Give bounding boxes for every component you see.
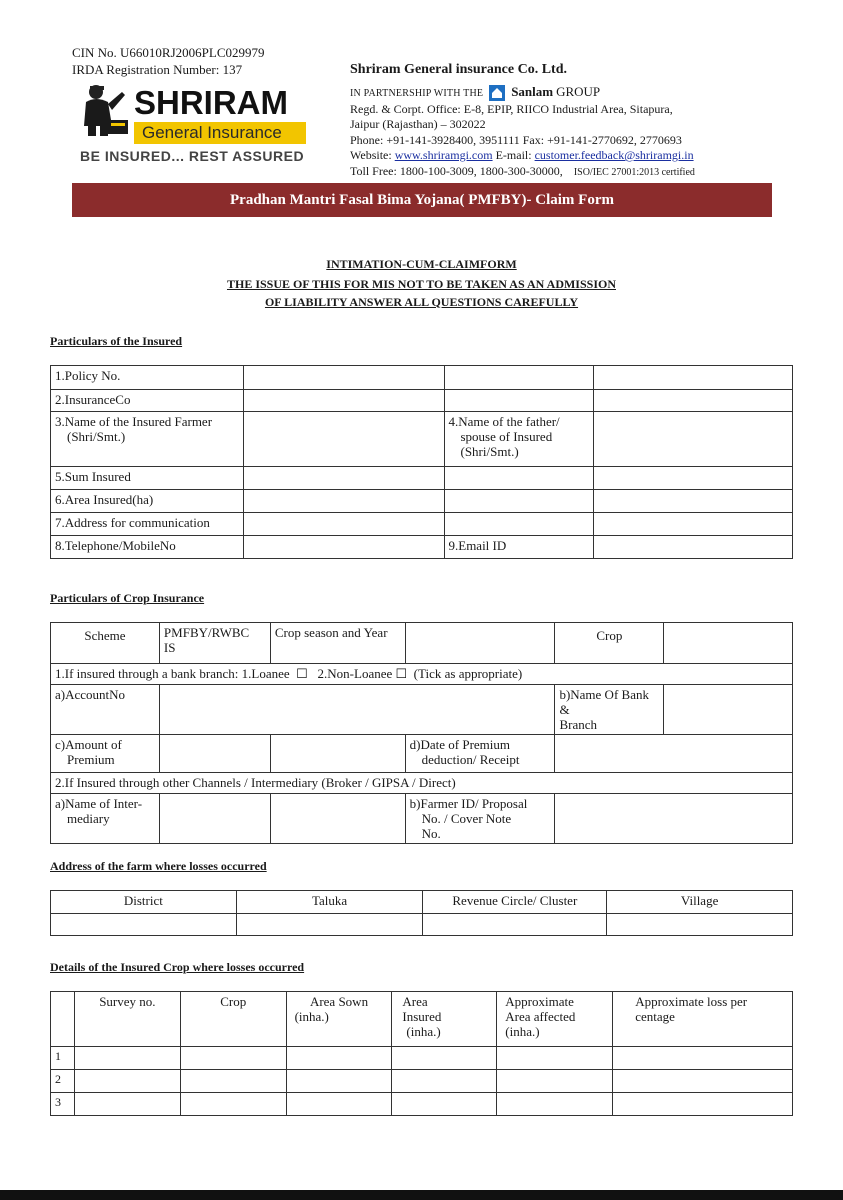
scheme-value-line-2: IS (163, 640, 176, 655)
input-area-sown[interactable] (286, 1047, 392, 1070)
row-index: 2 (51, 1070, 75, 1093)
cell-empty (444, 490, 594, 513)
irda-number: IRDA Registration Number: 137 (72, 62, 243, 77)
scheme-value (159, 623, 270, 664)
partnership-suffix: GROUP (556, 84, 601, 99)
website-link[interactable]: www.shriramgi.com (394, 148, 493, 162)
input-telephone[interactable] (243, 536, 444, 559)
area-affected-line-3: (inha.) (505, 1024, 540, 1039)
website-label: Website: (350, 148, 392, 162)
logo-wordmark: SHRIRAM (134, 84, 288, 121)
column-header-area-sown (286, 992, 392, 1047)
logo-subtitle: General Insurance (142, 123, 282, 142)
input-sum-insured-extra[interactable] (594, 467, 793, 490)
form-banner: Pradhan Mantri Fasal Bima Yojana( PMFBY)- Claim Form (72, 183, 772, 217)
column-header-area-affected (497, 992, 613, 1047)
input-approx-loss[interactable] (613, 1047, 793, 1070)
input-insurance-co[interactable] (243, 390, 444, 412)
label-farmer-id-line-1: b)Farmer ID/ Proposal (409, 796, 528, 811)
column-header-crop: Crop (180, 992, 286, 1047)
column-header-approx-loss (613, 992, 793, 1047)
email-link[interactable]: customer.feedback@shriramgi.in (534, 148, 694, 162)
column-header-revenue-circle: Revenue Circle/ Cluster (423, 891, 607, 914)
area-sown-line-1: Area Sown (309, 994, 369, 1009)
label-premium-date (405, 735, 555, 773)
approx-loss-line-1: Approximate loss per (635, 994, 748, 1009)
intermediary-question: 2.If Insured through other Channels / Intermediary (Broker / GIPSA / Direct) (51, 773, 793, 794)
input-area-insured[interactable] (392, 1093, 497, 1116)
input-account-no[interactable] (159, 685, 555, 735)
input-area-insured[interactable] (392, 1047, 497, 1070)
farmer-emblem-icon (78, 82, 130, 138)
label-policy-no: 1.Policy No. (51, 366, 244, 390)
area-insured-line-1: Area (402, 994, 428, 1009)
label-address: 7.Address for communication (51, 513, 244, 536)
label-scheme: Scheme (51, 623, 160, 664)
column-header-district: District (51, 891, 237, 914)
label-crop-season: Crop season and Year (270, 623, 405, 664)
label-intermediary-line-1: a)Name of Inter- (55, 796, 143, 811)
input-email[interactable] (594, 536, 793, 559)
label-email: 9.Email ID (444, 536, 594, 559)
cell-empty (444, 366, 594, 390)
input-revenue-circle[interactable] (423, 914, 607, 936)
input-crop[interactable] (664, 623, 793, 664)
scheme-value-line-1: PMFBY/RWBC (163, 625, 250, 640)
label-farmer-name-line-1: 3.Name of the Insured Farmer (55, 414, 213, 429)
input-survey[interactable] (74, 1093, 180, 1116)
company-name: Shriram General insurance Co. Ltd. (350, 62, 567, 77)
input-crop[interactable] (180, 1047, 286, 1070)
column-header-village: Village (607, 891, 793, 914)
column-header-index (51, 992, 75, 1047)
insured-table (50, 365, 793, 559)
bottom-edge-bar (0, 1190, 843, 1200)
form-title-line-2: THE ISSUE OF THIS FOR MIS NOT TO BE TAKEN AS AN ADMISSION (226, 277, 616, 291)
table-row (51, 1047, 793, 1070)
farm-address-table (50, 890, 793, 936)
input-farmer-name[interactable] (243, 412, 444, 467)
input-area-insured[interactable] (243, 490, 444, 513)
email-label: E-mail: (495, 148, 532, 162)
label-premium-date-line-2: deduction/ Receipt (421, 752, 520, 767)
input-intermediary-extra[interactable] (270, 794, 405, 844)
input-taluka[interactable] (236, 914, 423, 936)
label-farmer-id-line-3: No. (421, 826, 441, 841)
input-area-sown[interactable] (286, 1070, 392, 1093)
input-bank-name[interactable] (664, 685, 793, 735)
label-area-insured: 6.Area Insured(ha) (51, 490, 244, 513)
input-area-affected[interactable] (497, 1093, 613, 1116)
input-policy-no-extra[interactable] (594, 366, 793, 390)
input-address-extra[interactable] (594, 513, 793, 536)
cin-number: CIN No. U66010RJ2006PLC029979 (72, 45, 265, 60)
label-premium-amount (51, 735, 160, 773)
partnership-prefix: IN PARTNERSHIP WITH THE (350, 88, 484, 99)
input-sum-insured[interactable] (243, 467, 444, 490)
column-header-taluka: Taluka (236, 891, 423, 914)
bank-branch-question[interactable]: 1.If insured through a bank branch: 1.Loanee ☐ 2.Non-Loanee ☐ (Tick as appropriate) (51, 664, 793, 685)
tollfree-text: Toll Free: 1800-100-3009, 1800-300-30000, (350, 163, 563, 178)
input-policy-no[interactable] (243, 366, 444, 390)
label-intermediary-line-2: mediary (67, 811, 110, 826)
label-farmer-name (51, 412, 244, 467)
row-index: 3 (51, 1093, 75, 1116)
input-village[interactable] (607, 914, 793, 936)
input-district[interactable] (51, 914, 237, 936)
input-crop-season[interactable] (405, 623, 555, 664)
row-index: 1 (51, 1047, 75, 1070)
label-bank-name (555, 685, 664, 735)
table-row (51, 1093, 793, 1116)
cell-empty (444, 390, 594, 412)
input-approx-loss[interactable] (613, 1093, 793, 1116)
approx-loss-line-2: centage (635, 1009, 675, 1024)
label-crop: Crop (555, 623, 664, 664)
cell-empty (444, 467, 594, 490)
label-telephone: 8.Telephone/MobileNo (51, 536, 244, 559)
office-line-2: Jaipur (Rajasthan) – 302022 (350, 117, 486, 131)
registration-block (72, 44, 265, 78)
form-title-line-1: INTIMATION-CUM-CLAIMFORM (326, 257, 517, 271)
section-title-insured: Particulars of the Insured (50, 334, 183, 348)
phone-line: Phone: +91-141-3928400, 3951111 Fax: +91-141-2770692, 2770693 (350, 132, 682, 147)
label-farmer-name-line-2: (Shri/Smt.) (67, 429, 126, 444)
area-affected-line-2: Area affected (505, 1009, 576, 1024)
cell-empty (444, 513, 594, 536)
form-title-line-3: OF LIABILITY ANSWER ALL QUESTIONS CAREFULLY (264, 295, 579, 309)
company-address-block (350, 84, 695, 180)
label-sum-insured: 5.Sum Insured (51, 467, 244, 490)
web-line (350, 148, 695, 164)
label-premium-date-line-1: d)Date of Premium (409, 737, 511, 752)
area-affected-line-1: Approximate (505, 994, 574, 1009)
crop-details-table (50, 991, 793, 1116)
input-address[interactable] (243, 513, 444, 536)
input-father-name[interactable] (594, 412, 793, 467)
input-farmer-id[interactable] (555, 794, 793, 844)
label-father-line-1: 4.Name of the father/ (448, 414, 560, 429)
input-intermediary[interactable] (159, 794, 270, 844)
label-bank-name-line-2: Branch (559, 717, 597, 732)
iso-text: ISO/IEC 27001:2013 certified (573, 166, 695, 178)
partnership-line (350, 84, 695, 102)
label-premium-line-1: c)Amount of (55, 737, 122, 752)
label-farmer-id (405, 794, 555, 844)
section-title-farm-address: Address of the farm where losses occurred (50, 859, 267, 873)
input-area-affected[interactable] (497, 1047, 613, 1070)
logo-tagline: BE INSURED... REST ASSURED (80, 148, 305, 164)
label-father-name (444, 412, 594, 467)
column-header-area-insured (392, 992, 497, 1047)
section-title-crop-details: Details of the Insured Crop where losses occurred (50, 960, 305, 974)
label-premium-line-2: Premium (67, 752, 115, 767)
label-account-no: a)AccountNo (51, 685, 160, 735)
crop-insurance-table (50, 622, 793, 844)
section-title-crop-insurance: Particulars of Crop Insurance (50, 591, 205, 605)
label-father-line-3: (Shri/Smt.) (460, 444, 519, 459)
input-survey[interactable] (74, 1070, 180, 1093)
input-crop[interactable] (180, 1093, 286, 1116)
logo-subtitle-bar (134, 122, 306, 144)
office-line-1: Regd. & Corpt. Office: E-8, EPIP, RIICO Industrial Area, Sitapura, (350, 101, 673, 116)
column-header-survey: Survey no. (74, 992, 180, 1047)
area-sown-line-2: (inha.) (294, 1009, 329, 1024)
table-row (51, 1070, 793, 1093)
input-premium-amount-extra[interactable] (270, 735, 405, 773)
tollfree-line (350, 164, 695, 181)
sanlam-icon (489, 85, 505, 101)
input-premium-date[interactable] (555, 735, 793, 773)
label-father-line-2: spouse of Insured (460, 429, 553, 444)
label-insurance-co: 2.InsuranceCo (51, 390, 244, 412)
input-approx-loss[interactable] (613, 1070, 793, 1093)
label-intermediary (51, 794, 160, 844)
area-insured-line-2: Insured (402, 1009, 442, 1024)
input-area-affected[interactable] (497, 1070, 613, 1093)
input-survey[interactable] (74, 1047, 180, 1070)
company-logo (78, 82, 310, 170)
area-insured-line-3: (inha.) (406, 1024, 441, 1039)
input-insurance-co-extra[interactable] (594, 390, 793, 412)
input-crop[interactable] (180, 1070, 286, 1093)
partnership-brand: Sanlam (511, 84, 554, 99)
input-premium-amount[interactable] (159, 735, 270, 773)
input-area-insured-extra[interactable] (594, 490, 793, 513)
label-farmer-id-line-2: No. / Cover Note (421, 811, 512, 826)
input-area-insured[interactable] (392, 1070, 497, 1093)
label-bank-name-line-1: b)Name Of Bank & (559, 687, 649, 717)
input-area-sown[interactable] (286, 1093, 392, 1116)
